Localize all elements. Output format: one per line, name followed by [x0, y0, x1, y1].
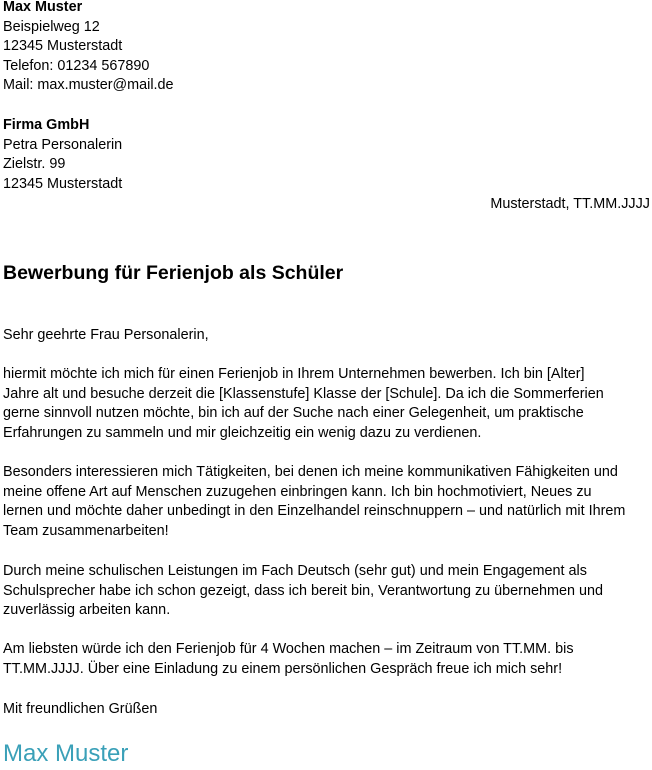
- recipient-street: Zielstr. 99: [3, 156, 66, 173]
- recipient-company: Firma GmbH: [3, 117, 90, 133]
- body-paragraph-1: [3, 365, 650, 443]
- paragraph-line: Schulsprecher habe ich schon gezeigt, dass ich bereit bin, Verantwortung zu übernehmen und: [3, 582, 603, 599]
- paragraph-line: Am liebsten würde ich den Ferienjob für 4 Wochen machen – im Zeitraum von TT.MM. bis: [3, 641, 574, 657]
- closing-formula: Mit freundlichen Grüßen: [3, 701, 158, 717]
- body-paragraph-3: [3, 562, 650, 621]
- recipient-person: Petra Personalerin: [3, 136, 123, 153]
- sender-block: [3, 0, 174, 96]
- paragraph-line: hiermit möchte ich mich für einen Ferienjob in Ihrem Unternehmen bewerben. Ich bin [Alter]: [3, 366, 585, 382]
- paragraph-line: zuverlässig arbeiten kann.: [3, 602, 171, 619]
- paragraph-line: lernen und möchte daher unbedingt in den Einzelhandel reinschnuppern – und natürlich mit Ihrem: [3, 503, 626, 520]
- body-paragraph-2: [3, 463, 650, 541]
- paragraph-line: Besonders interessieren mich Tätigkeiten, bei denen ich meine kommunikativen Fähigkeiten und: [3, 464, 618, 480]
- paragraph-line: meine offene Art auf Menschen zuzugehen einbringen kann. Ich bin hochmotiviert, Neues zu: [3, 483, 592, 500]
- sender-name: Max Muster: [3, 0, 83, 15]
- subject-heading: Bewerbung für Ferienjob als Schüler: [3, 262, 344, 284]
- sender-mail: Mail: max.muster@mail.de: [3, 77, 174, 94]
- paragraph-line: TT.MM.JJJJ. Über eine Einladung zu einem persönlichen Gespräch freue ich mich sehr!: [3, 660, 563, 677]
- paragraph-line: Erfahrungen zu sammeln und mir gleichzeitig ein wenig dazu zu verdienen.: [3, 424, 482, 441]
- recipient-block: [3, 116, 122, 194]
- paragraph-line: gerne sinnvoll nutzen möchte, bin ich auf der Suche nach einer Gelegenheit, um praktische: [3, 405, 584, 422]
- sender-phone: Telefon: 01234 567890: [3, 57, 150, 74]
- sender-city: 12345 Musterstadt: [3, 38, 123, 55]
- signature: Max Muster: [3, 740, 129, 767]
- date-line: Musterstadt, TT.MM.JJJJ: [490, 196, 650, 212]
- salutation: Sehr geehrte Frau Personalerin,: [3, 327, 209, 343]
- paragraph-line: Jahre alt und besuche derzeit die [Klassenstufe] Klasse der [Schule]. Da ich die Sommerferien: [3, 385, 604, 402]
- recipient-city: 12345 Musterstadt: [3, 175, 123, 192]
- paragraph-line: Team zusammenarbeiten!: [3, 522, 169, 539]
- sender-street: Beispielweg 12: [3, 18, 100, 35]
- paragraph-line: Durch meine schulischen Leistungen im Fach Deutsch (sehr gut) und mein Engagement als: [3, 563, 587, 579]
- body-paragraph-4: [3, 640, 650, 679]
